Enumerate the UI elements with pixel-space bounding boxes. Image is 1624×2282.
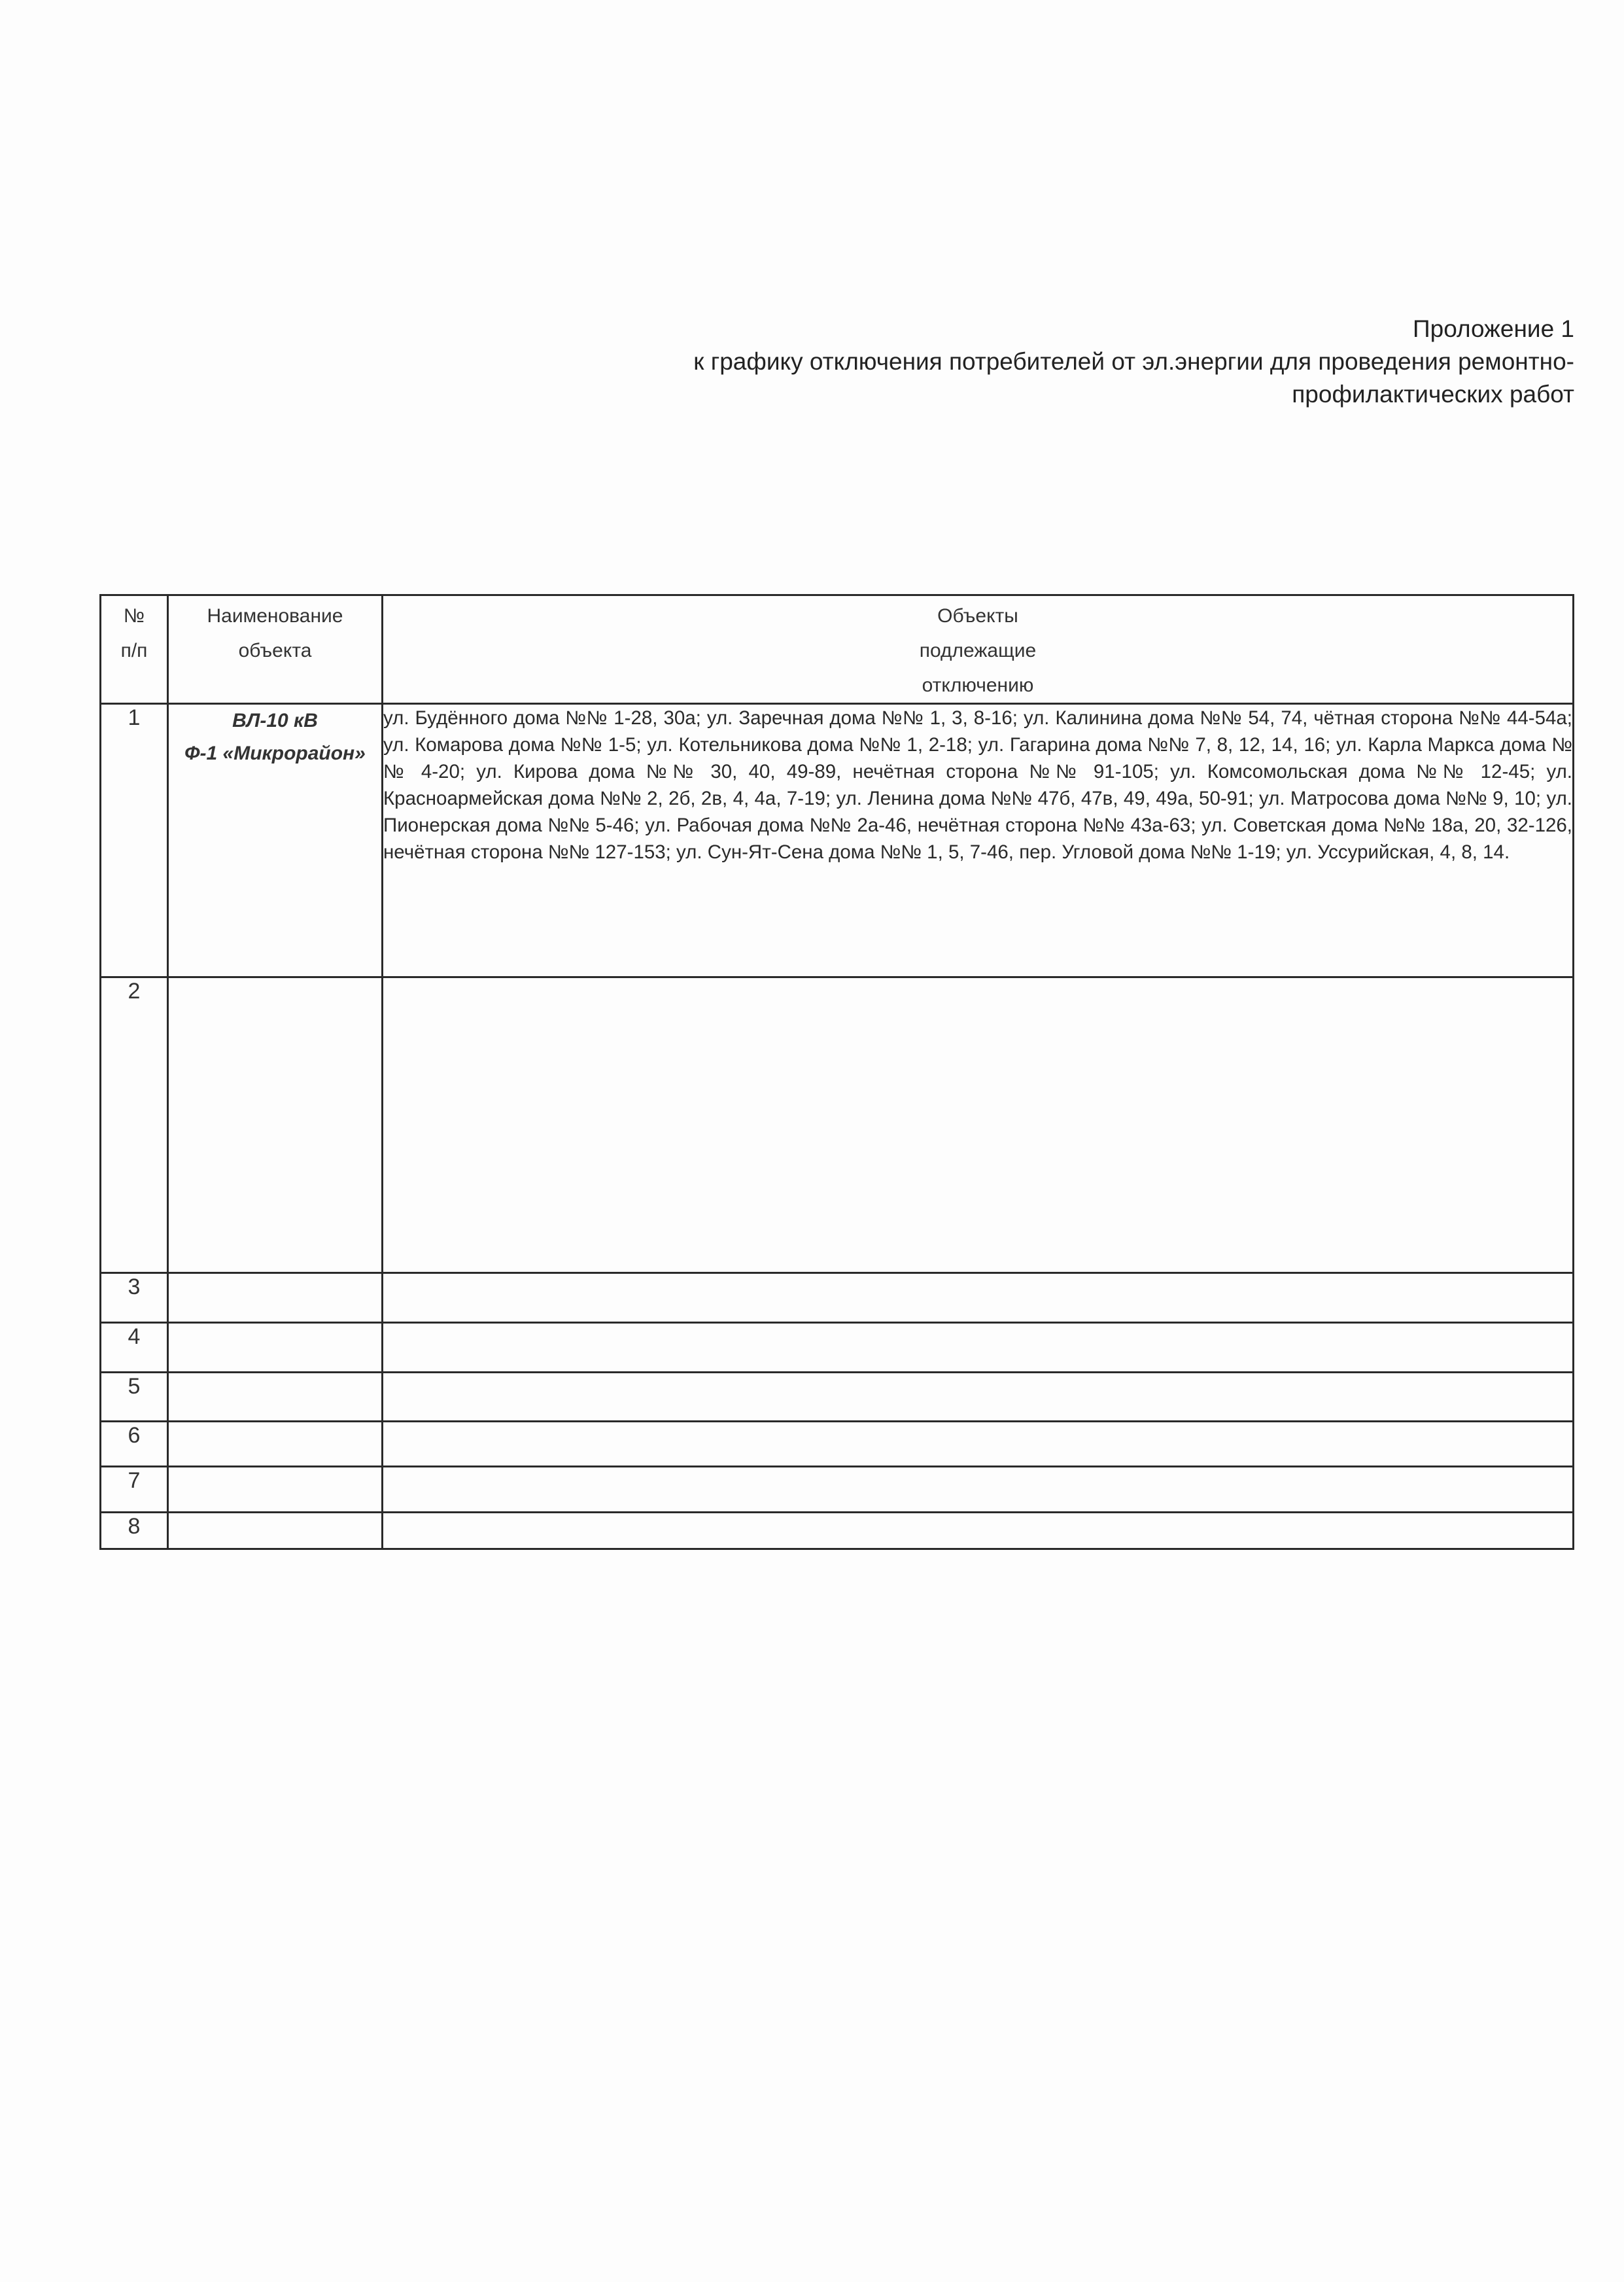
objects-list: [383, 1323, 1574, 1373]
row-number: 3: [101, 1273, 168, 1323]
appendix-header: [458, 313, 1574, 411]
table-row: [101, 1513, 1574, 1549]
appendix-subtitle-line1: к графику отключения потребителей от эл.энергии для проведения ремонтно-: [693, 348, 1574, 375]
objects-list: [383, 1467, 1574, 1513]
table-row: [101, 1323, 1574, 1373]
appendix-subtitle-line2: профилактических работ: [1292, 381, 1574, 408]
row-number: 8: [101, 1513, 168, 1549]
object-name: [168, 1273, 383, 1323]
row-number: 5: [101, 1373, 168, 1422]
row-number: 1: [101, 704, 168, 977]
row-number: 6: [101, 1422, 168, 1467]
row-number: 7: [101, 1467, 168, 1513]
object-name: [168, 977, 383, 1273]
table-row: [101, 1467, 1574, 1513]
table-row: [101, 977, 1574, 1273]
objects-list: [383, 977, 1574, 1273]
objects-list: [383, 1273, 1574, 1323]
object-name: [168, 1373, 383, 1422]
object-name: [168, 1467, 383, 1513]
objects-list: [383, 1373, 1574, 1422]
table-header-row: [101, 595, 1574, 704]
table-row: [101, 1273, 1574, 1323]
object-name: [168, 1422, 383, 1467]
object-name: [168, 704, 383, 977]
object-name: [168, 1323, 383, 1373]
column-header-objects: Объекты подлежащие отключению: [383, 595, 1574, 704]
objects-list: [383, 1513, 1574, 1549]
row-number: 4: [101, 1323, 168, 1373]
object-name-line2: Ф-1 «Микрорайон»: [184, 743, 366, 764]
appendix-title: Проложение 1: [1413, 315, 1574, 342]
object-name: [168, 1513, 383, 1549]
table-row: [101, 704, 1574, 977]
table-row: [101, 1422, 1574, 1467]
column-header-num: № п/п: [101, 595, 168, 704]
objects-list: ул. Будённого дома №№ 1-28, 30а; ул. Заречная дома №№ 1, 3, 8-16; ул. Калинина дома №№ 54, 74, чётная сторона №№ 44-54а; ул. Комарова дома №№ 1-5; ул. Котельникова дома №№ 1, 2-18; ул. Гагарина дома №№ 7, 8, 12, 14, 16; ул. Карла Маркса дома №№ 4-20; ул. Кирова дома №№ 30, 40, 49-89, нечётная сторона №№ 91-105; ул. Комсомольская дома №№ 12-45; ул. Красноармейская дома №№ 2, 2б, 2в, 4, 4а, 7-19; ул. Ленина дома №№ 47б, 47в, 49, 49а, 50-91; ул. Матросова дома №№ 9, 10; ул. Пионерская дома №№ 5-46; ул. Рабочая дома №№ 2а-46, нечётная сторона №№ 43а-63; ул. Советская дома №№ 18а, 20, 32-126, нечётная сторона №№ 127-153; ул. Сун-Ят-Сена дома №№ 1, 5, 7-46, пер. Угловой дома №№ 1-19; ул. Уссурийская, 4, 8, 14.: [383, 704, 1574, 977]
column-header-name: Наименование объекта: [168, 595, 383, 704]
row-number: 2: [101, 977, 168, 1273]
object-name-line1: ВЛ-10 кВ: [232, 710, 318, 731]
outage-table: [99, 594, 1574, 1550]
objects-list: [383, 1422, 1574, 1467]
table-row: [101, 1373, 1574, 1422]
